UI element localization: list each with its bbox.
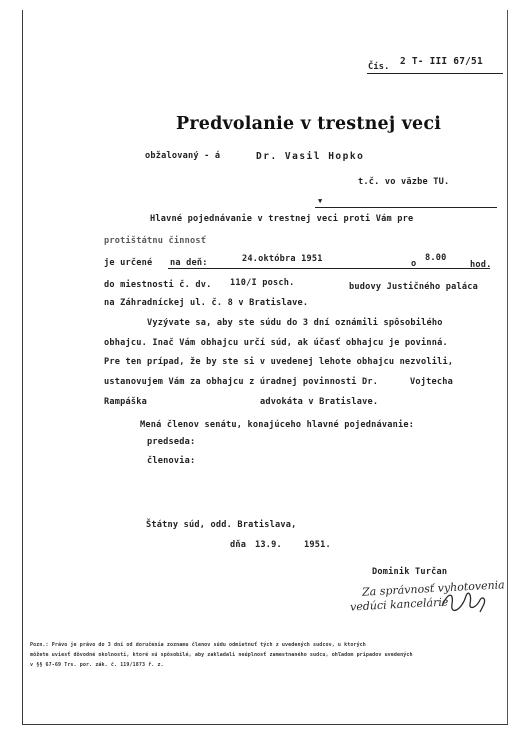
defender-surname: Rampáška (104, 397, 147, 407)
document-title: Predvolanie v trestnej veci (176, 114, 442, 134)
time-o: o (411, 259, 417, 269)
ref-number: 2 T- III 67/51 (400, 56, 483, 67)
senate-heading: Mená členov senátu, konajúceho hlavné pojednávanie: (140, 420, 415, 430)
accused-label: obžalovaný - á (145, 151, 221, 161)
body-line-2: protištátnu činnosť (104, 236, 207, 246)
ref-label: Čís. (368, 62, 390, 72)
footer-line-2: môžete uviesť dôvodné okolnosti, ktoré sú spôsobilé, aby zakladali neúplnosť zamestnaného sudcu, ohľadom prípadov uvedených (30, 652, 413, 658)
room-number: 110/I posch. (230, 278, 295, 288)
hearing-date: 24.októbra 1951 (242, 254, 323, 264)
footer-line-1: Pozn.: Právo je právo do 3 dní od doručenia zoznamu členov súdu odmietnuť tých z uvedených sudcov, u ktorých (30, 642, 366, 648)
court-date-label: dňa (230, 540, 247, 550)
handwritten-note-2: vedúci kancelárie (349, 595, 449, 614)
court-date: 13.9. (255, 540, 282, 550)
hearing-time: 8.00 (425, 253, 447, 263)
paragraph-2: obhajcu. Inač Vám obhajcu určí súd, ak účasť obhajcu je povinná. (104, 338, 448, 348)
ref-underline (367, 73, 503, 74)
body-line-5: na Záhradníckej ul. č. 8 v Bratislave. (104, 298, 309, 308)
paragraph-4: ustanovujem Vám za obhajcu z úradnej povinnosti Dr. (104, 377, 379, 387)
members-label: členovia: (147, 456, 196, 466)
handwritten-note-1: Za správnosť vyhotovenia (361, 578, 505, 599)
date-underline (168, 268, 490, 269)
signatory-name: Dominik Turčan (372, 567, 448, 577)
body-line-4-prefix: do miestnosti č. dv. (104, 280, 212, 290)
body-line-4-suffix: budovy Justičného paláca (349, 282, 478, 292)
body-line-3-prefix: je určené (104, 258, 153, 268)
handwritten-signature-icon (440, 588, 492, 614)
court-name: Štátny súd, odd. Bratislava, (146, 520, 297, 530)
accused-underline (315, 207, 497, 208)
defender-first-name: Vojtecha (410, 377, 453, 387)
court-year: 1951. (304, 540, 331, 550)
footer-line-3: v §§ 67-69 Trs. por. zák. č. 119/1873 ř. z. (30, 662, 164, 668)
hour-label: hod. (470, 260, 492, 270)
date-label: na deň: (170, 258, 208, 268)
body-line-1: Hlavné pojednávanie v trestnej veci proti Vám pre (150, 214, 414, 224)
accused-name: Dr. Vasil Hopko (256, 151, 365, 162)
paragraph-1: Vyzývate sa, aby ste súdu do 3 dní oznámili spôsobilého (147, 318, 443, 328)
custody-note: t.č. vo väzbe TU. (358, 177, 450, 187)
paragraph-5: advokáta v Bratislave. (260, 397, 379, 407)
arrow-marker: ▼ (318, 197, 323, 205)
chair-label: predseda: (147, 437, 196, 447)
paragraph-3: Pre ten prípad, že by ste si v uvedenej lehote obhajcu nezvolili, (104, 357, 454, 367)
